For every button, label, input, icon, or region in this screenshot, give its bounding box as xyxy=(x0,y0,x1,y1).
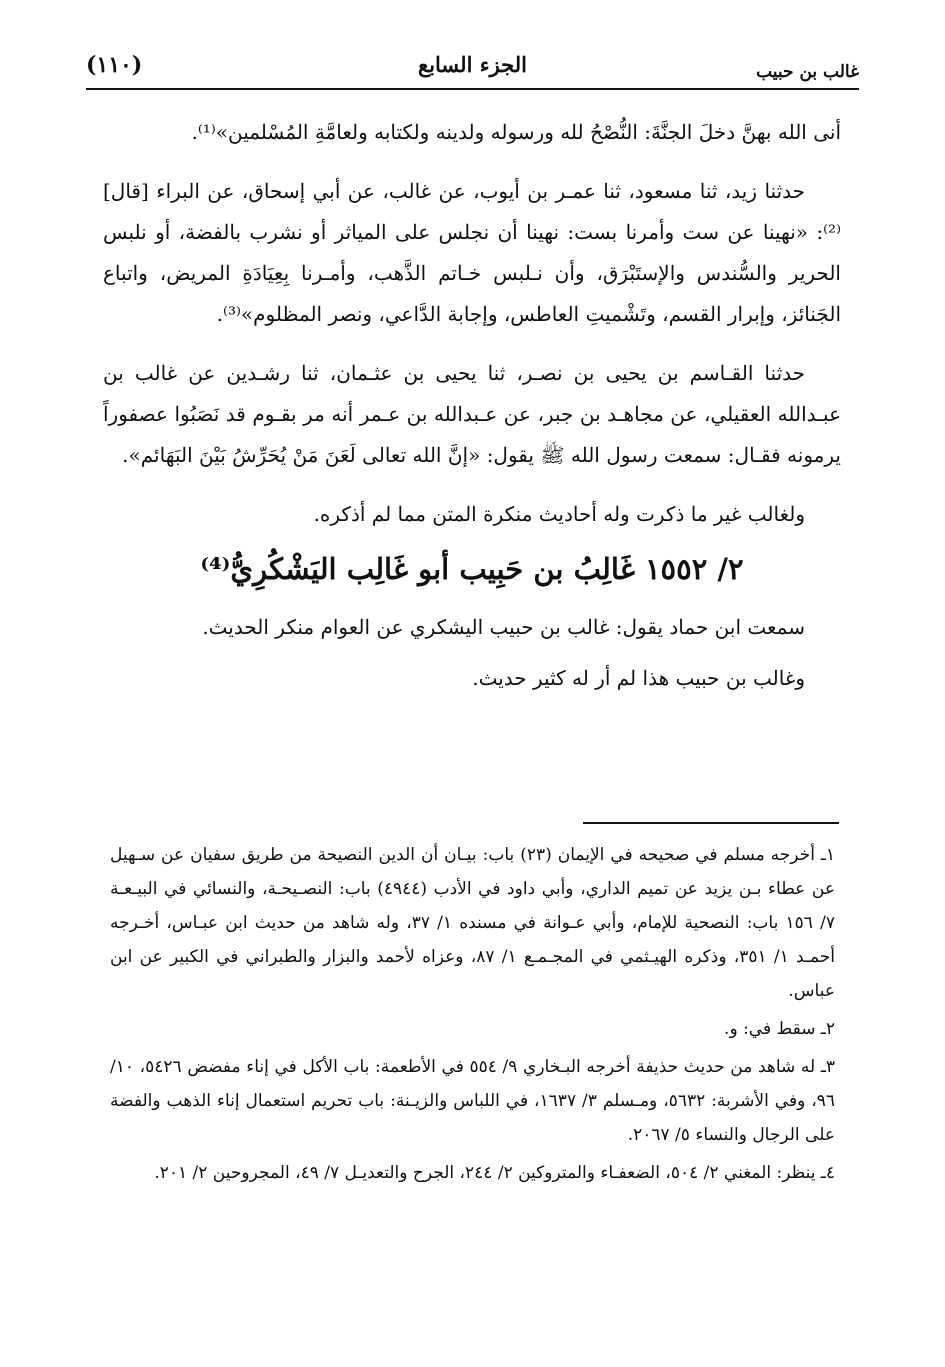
footnotes xyxy=(110,838,835,1194)
volume-title: الجزء السابع xyxy=(418,52,527,77)
footnote-divider xyxy=(583,822,839,824)
footnote: ٢ـ سقط في: و. xyxy=(724,1019,835,1039)
page-number: (١١٠) xyxy=(86,52,143,78)
paragraph: حدثنا القـاسم بن يحيى بن نصـر، ثنا يحيى بن عثـمان، ثنا رشـدين عن غالب بن عبـدالله العقيلي، عن مجاهـد بن جبر، عن عـبدالله بن عـمر أنه مر بقـوم قد نَصَبُوا عصفوراً يرمونه فقـال: سمعت رسول الله ﷺ يقول: «إنَّ الله تعالى لَعَنَ مَنْ يُحَرِّشُ بَيْنَ البَهَائم». xyxy=(103,361,841,467)
paragraph: أنى الله بهنَّ دخلَ الجنَّةَ: النُّصْحُ لله ورسوله ولدينه ولكتابه ولعامَّةِ المُسْلمين»⁽¹⁾. xyxy=(191,120,841,144)
paragraph: سمعت ابن حماد يقول: غالب بن حبيب اليشكري عن العوام منكر الحديث. xyxy=(202,615,805,639)
paragraph: حدثنا زيد، ثنا مسعود، ثنا عمـر بن أيوب، عن غالب، عن أبي إسحاق، عن البراء [قال]⁽²⁾: «نهينا عن ست وأمرنا بست: نهينا أن نجلس على المياثر أو نشرب بالفضة، أو نلبس الحرير والسُّندس والإستَبْرَق، وأن نـلبس خـاتم الذَّهب، وأمـرنا بِعِيَادَةِ المريض، واتباع الجَنائز، وإبرار القسم، وتَشْميتِ العاطس، وإجابة الدَّاعي، ونصر المظلوم»⁽³⁾. xyxy=(103,179,841,326)
section-name: غالب بن حبيب xyxy=(756,62,859,82)
paragraph: وغالب بن حبيب هذا لم أر له كثير حديث. xyxy=(472,666,805,690)
footnote: ٣ـ له شاهد من حديث حذيفة أخرجه البـخاري ٩/ ٥٥٤ في الأطعمة: باب الأكل في إناء مفضض ٥٤٢٦، ١٠/ ٩٦، وفي الأشربة: ٥٦٣٢، ومـسلم ٣/ ١٦٣٧، في اللباس والزيـنة: باب تحريم استعمال إناء الذهب والفضة على الرجال والنساء ٥/ ٢٠٦٧. xyxy=(110,1057,835,1145)
main-text xyxy=(103,112,841,717)
paragraph: ولغالب غير ما ذكرت وله أحاديث منكرة المتن مما لم أذكره. xyxy=(313,502,805,526)
running-header xyxy=(86,48,859,90)
footnote: ٤ـ ينظر: المغني ٢/ ٥٠٤، الضعفـاء والمتروكين ٢/ ٢٤٤، الجرح والتعديـل ٧/ ٤٩، المجروحين ٢/ ٢٠١. xyxy=(154,1163,835,1183)
footnote: ١ـ أخرجه مسلم في صحيحه في الإيمان (٢٣) باب: بيـان أن الدين النصيحة من طريق سفيان عن سـهيل عن عطاء بـن يزيد عن تميم الداري، وأبي داود في الأدب (٤٩٤٤) باب: النصـيحـة، والنسائي في البيـعـة ٧/ ١٥٦ باب: النصحية للإمام، وأبي عـوانة في مسنده ١/ ٣٧، وله شاهد من حديث ابن عبـاس، أخـرجه أحمـد ١/ ٣٥١، وذكره الهيـثمي في المجـمـع ١/ ٨٧، وعزاه لأحمد والبزار والطبراني في الكبير عن ابن عباس. xyxy=(110,845,836,1001)
entry-heading: ٢/ ١٥٥٢ غَالِبُ بن حَبِيب أبو غَالِب اليَشْكُرِيُّ⁽⁴⁾ xyxy=(200,552,744,586)
